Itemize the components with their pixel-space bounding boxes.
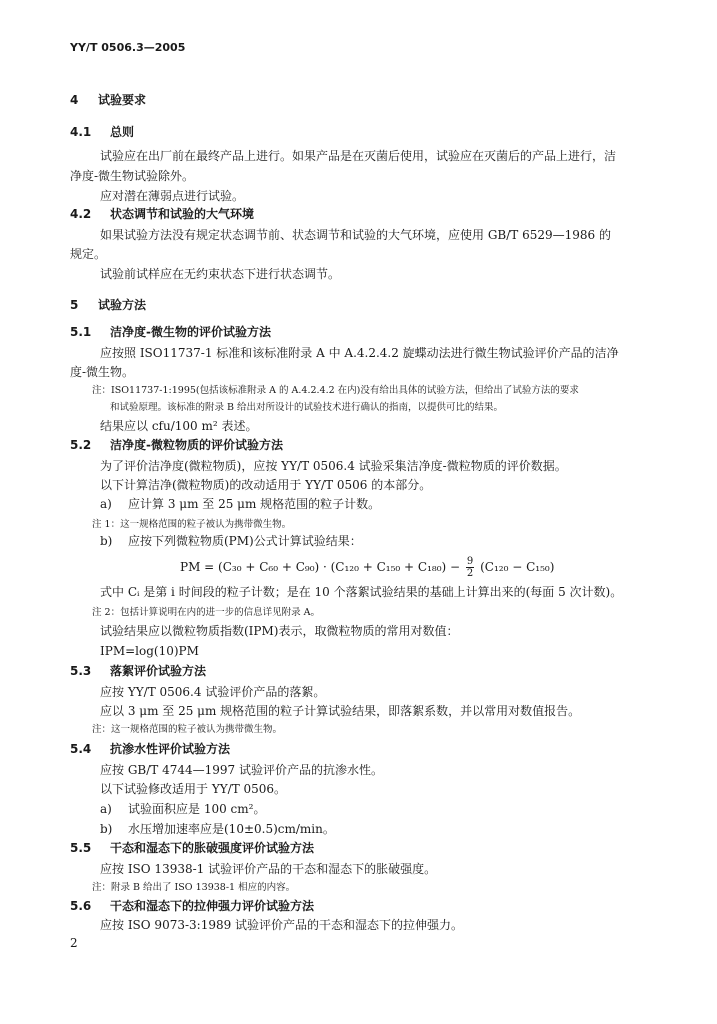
paragraph: 应以 3 μm 至 25 μm 规格范围的粒子计算试验结果，即落絮系数，并以常用对数值报告。 — [100, 704, 581, 718]
formula-fraction — [466, 556, 474, 579]
paragraph-continued: 净度-微生物试验除外。 — [70, 169, 195, 183]
section-number: 5 — [70, 298, 79, 312]
note: 注 2：包括计算说明在内的进一步的信息详见附录 A。 — [92, 607, 320, 618]
note-continued: 和试验原理。该标准的附录 B 给出对所设计的试验技术进行确认的指南，以提供可比的结果。 — [110, 402, 504, 413]
section-title: 干态和湿态下的拉伸强力评价试验方法 — [110, 899, 315, 913]
paragraph: 以下试验修改适用于 YY/T 0506。 — [100, 782, 287, 796]
paragraph: 结果应以 cfu/100 m² 表述。 — [100, 419, 258, 433]
paragraph: 为了评价洁净度(微粒物质)，应按 YY/T 0506.4 试验采集洁净度-微粒物质的评价数据。 — [100, 459, 567, 473]
page-number: 2 — [70, 936, 78, 950]
standard-code-header: YY/T 0506.3—2005 — [70, 41, 186, 54]
section-number: 4.1 — [70, 125, 92, 139]
section-title: 洁净度-微生物的评价试验方法 — [110, 325, 271, 339]
section-5-1-heading — [70, 324, 271, 340]
section-5-3-heading — [70, 663, 206, 679]
fraction-denominator: 2 — [466, 568, 474, 579]
list-item-a — [100, 801, 265, 817]
paragraph: 应按 ISO 9073-3:1989 试验评价产品的干态和湿态下的拉伸强力。 — [100, 918, 464, 932]
section-4-heading — [70, 92, 146, 108]
section-number: 5.3 — [70, 664, 92, 678]
list-text: 应计算 3 μm 至 25 μm 规格范围的粒子计数。 — [128, 497, 381, 511]
section-title: 抗渗水性评价试验方法 — [110, 742, 231, 756]
paragraph: 应按 GB/T 4744—1997 试验评价产品的抗渗水性。 — [100, 763, 383, 777]
note: 注：ISO11737-1:1995(包括该标准附录 A 的 A.4.2.4.2 在内)没有给出具体的试验方法，但给出了试验方法的要求 — [92, 385, 579, 396]
section-5-heading — [70, 297, 146, 313]
section-number: 5.4 — [70, 742, 92, 756]
section-title: 干态和湿态下的胀破强度评价试验方法 — [110, 841, 315, 855]
list-text: 水压增加速率应是(10±0.5)cm/min。 — [128, 822, 335, 836]
section-title: 状态调节和试验的大气环境 — [110, 207, 255, 221]
list-item-b — [100, 533, 362, 549]
paragraph: 以下计算洁净(微粒物质)的改动适用于 YY/T 0506 的本部分。 — [100, 478, 432, 492]
section-title: 落絮评价试验方法 — [110, 664, 207, 678]
section-number: 5.5 — [70, 841, 92, 855]
paragraph: 应按 YY/T 0506.4 试验评价产品的落絮。 — [100, 685, 326, 699]
list-item-a — [100, 496, 380, 512]
formula-right: (C₁₂₀ − C₁₅₀) — [480, 560, 555, 574]
section-5-5-heading — [70, 840, 314, 856]
list-label: b) — [100, 822, 113, 836]
section-5-2-heading — [70, 437, 283, 453]
section-number: 5.1 — [70, 325, 92, 339]
paragraph: 试验应在出厂前在最终产品上进行。如果产品是在灭菌后使用，试验应在灭菌后的产品上进行，洁 — [100, 149, 617, 163]
note: 注 1：这一规格范围的粒子被认为携带微生物。 — [92, 519, 292, 530]
note: 注：这一规格范围的粒子被认为携带微生物。 — [92, 724, 283, 735]
list-text: 应按下列微粒物质(PM)公式计算试验结果： — [128, 534, 362, 548]
list-item-b — [100, 821, 335, 837]
paragraph: 试验前试样应在无约束状态下进行状态调节。 — [100, 267, 341, 281]
section-title: 总则 — [110, 125, 135, 139]
paragraph: 应对潜在薄弱点进行试验。 — [100, 189, 245, 203]
note: 注：附录 B 给出了 ISO 13938-1 相应的内容。 — [92, 882, 296, 893]
ipm-formula: IPM=log(10)PM — [100, 644, 199, 658]
section-number: 5.2 — [70, 438, 92, 452]
list-label: a) — [100, 497, 112, 511]
paragraph-continued: 度-微生物。 — [70, 365, 135, 379]
paragraph: 试验结果应以微粒物质指数(IPM)表示，取微粒物质的常用对数值： — [100, 624, 459, 638]
paragraph-continued: 规定。 — [70, 247, 107, 261]
list-text: 试验面积应是 100 cm²。 — [128, 802, 266, 816]
fraction-numerator: 9 — [466, 556, 474, 567]
section-number: 4 — [70, 93, 79, 107]
section-5-6-heading — [70, 898, 314, 914]
paragraph: 式中 Cᵢ 是第 i 时间段的粒子计数；是在 10 个落絮试验结果的基础上计算出来的(每面 5 次计数)。 — [100, 585, 623, 599]
paragraph: 应按照 ISO11737-1 标准和该标准附录 A 中 A.4.2.4.2 旋蝶动法进行微生物试验评价产品的洁净 — [100, 346, 619, 360]
section-title: 试验要求 — [98, 93, 147, 107]
section-title: 试验方法 — [98, 298, 147, 312]
section-4-1-heading — [70, 124, 134, 140]
pm-formula — [180, 556, 554, 579]
section-5-4-heading — [70, 741, 230, 757]
section-number: 5.6 — [70, 899, 92, 913]
paragraph: 应按 ISO 13938-1 试验评价产品的干态和湿态下的胀破强度。 — [100, 862, 437, 876]
list-label: b) — [100, 534, 113, 548]
paragraph: 如果试验方法没有规定状态调节前、状态调节和试验的大气环境，应使用 GB/T 6529—1986 的 — [100, 228, 611, 242]
list-label: a) — [100, 802, 112, 816]
formula-left: PM = (C₃₀ + C₆₀ + C₉₀) · (C₁₂₀ + C₁₅₀ + C₁₈₀) − — [180, 560, 461, 574]
section-title: 洁净度-微粒物质的评价试验方法 — [110, 438, 283, 452]
section-number: 4.2 — [70, 207, 92, 221]
section-4-2-heading — [70, 206, 254, 222]
